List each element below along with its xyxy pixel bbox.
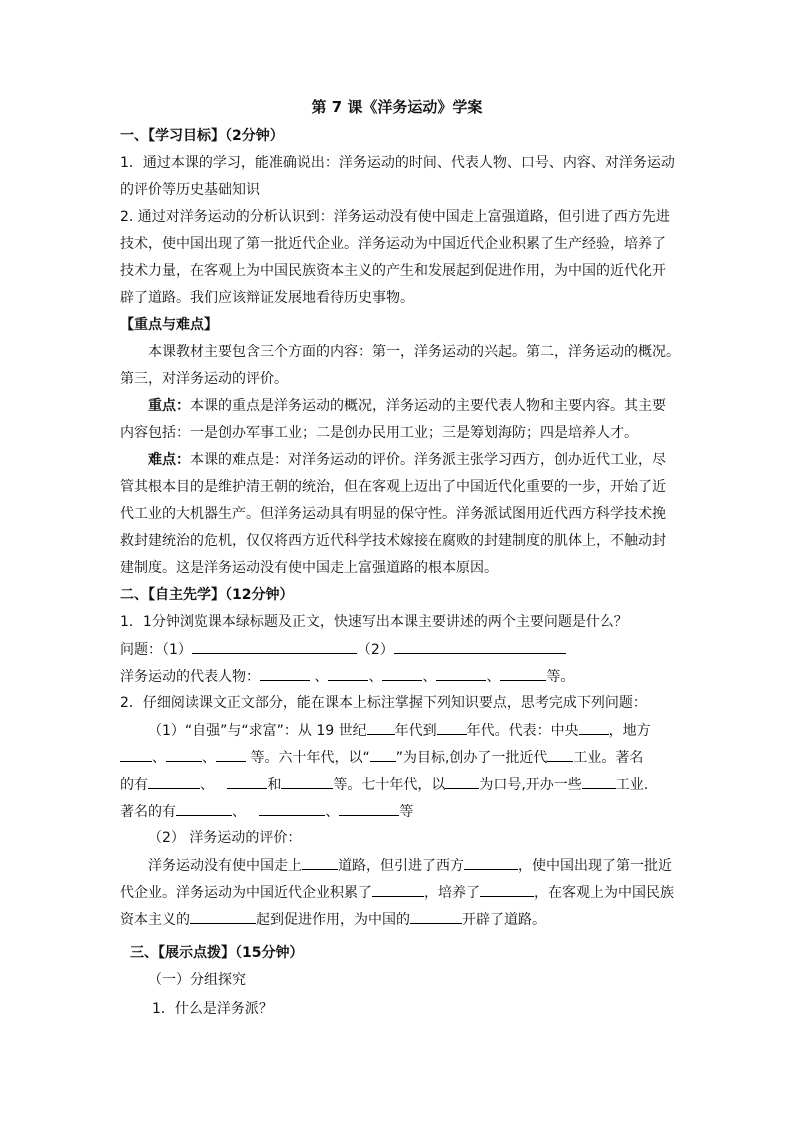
blank-experience[interactable]	[372, 882, 424, 897]
section-objectives-heading: 一、【学习目标】（2分钟）	[120, 128, 284, 144]
separator: 、	[486, 669, 501, 685]
etc-text: 等。	[546, 669, 575, 685]
section-presentation-heading: 三、【展示点拨】（15分钟）	[130, 945, 304, 961]
key-points-heading: 【重点与难点】	[120, 317, 218, 333]
fill-text: 年代。代表：中央	[466, 723, 579, 739]
separator: 、	[314, 669, 329, 685]
page-title: 第 7 课《洋务运动》学案	[311, 98, 483, 116]
focus-text: 本课的重点是洋务运动的概况，洋务运动的主要代表人物和主要内容。其主要	[190, 398, 666, 414]
fill-text: ，培养了	[424, 885, 480, 901]
blank-central-rep[interactable]	[579, 720, 609, 735]
blank-road[interactable]	[302, 855, 338, 870]
fill-text: 起到促进作用，为中国的	[256, 912, 410, 928]
objective-2-line-3: 技术力量，在客观上为中国民族资本主义的产生和发展起到促进作用，为中国的近代化开	[120, 263, 666, 279]
separator: 、	[368, 669, 383, 685]
difficulty-line-3: 代工业的大机器生产。但洋务运动具有明显的保守性。洋务派试图用近代西方科学技术挽	[120, 506, 666, 522]
fill-line-3	[120, 774, 680, 795]
difficulty-label: 难点：	[148, 452, 190, 468]
section-self-study-heading: 二、【自主先学】（12分钟）	[120, 587, 294, 603]
self-study-question-2: 2．仔细阅读课文正文部分，能在课本上标注掌握下列知识要点，思考完成下列问题：	[120, 695, 647, 711]
blank-problem-1[interactable]	[192, 639, 357, 654]
blank-local-rep-3[interactable]	[216, 747, 246, 762]
fill-text: 洋务运动没有使中国走上	[148, 858, 302, 874]
fill-text: 年代到	[394, 723, 437, 739]
fill-text: 工业。著名	[573, 750, 644, 766]
blank-rep-1[interactable]	[260, 666, 310, 681]
difficulty-text: 本课的难点是：对洋务运动的评价。洋务派主张学习西方，创办近代工业，尽	[190, 452, 666, 468]
problems-label-2: （2）	[356, 642, 394, 658]
fill-text: 等。七十年代，以	[333, 777, 446, 793]
blank-rep-2[interactable]	[328, 666, 368, 681]
focus-label: 重点：	[148, 398, 190, 414]
fill-line-4	[120, 801, 680, 822]
fill-line-1	[148, 720, 708, 741]
fill-text: 和	[267, 777, 282, 793]
objective-2-line-4: 辟了道路。我们应该辩证发展地看待历史事物。	[120, 290, 414, 306]
difficulty-line-1	[148, 450, 708, 470]
problems-line	[120, 639, 680, 660]
fill-text: 的有	[120, 777, 148, 793]
evaluation-line-1	[148, 855, 708, 876]
difficulty-line-5: 建制度。这是洋务运动没有使中国走上富强道路的根本原因。	[120, 560, 498, 576]
fill-text: 为口号,开办一些	[479, 777, 582, 793]
intro-line-2: 第三，对洋务运动的评价。	[120, 371, 288, 387]
fill-text: 资本主义的	[120, 912, 190, 928]
blank-rep-3[interactable]	[382, 666, 422, 681]
blank-decade-end[interactable]	[437, 720, 467, 735]
fill-text: （1）“自强”与“求富”：从 19 世纪	[148, 723, 367, 739]
fill-text: 道路，但引进了西方	[338, 858, 464, 874]
blank-local-rep-1[interactable]	[120, 747, 152, 762]
fill-text: 、	[152, 750, 166, 766]
fill-text: ，地方	[608, 723, 651, 739]
blank-civil-enterprise-2[interactable]	[259, 801, 325, 816]
blank-modernization[interactable]	[410, 909, 462, 924]
fill-text: ，在客观上为中国民族	[534, 885, 674, 901]
blank-enterprise-3[interactable]	[281, 774, 333, 789]
focus-line-1	[148, 396, 708, 416]
fill-text: 著名的有	[120, 804, 176, 820]
fill-text: 代企业。洋务运动为中国近代企业积累了	[120, 885, 372, 901]
blank-enterprise-2[interactable]	[227, 774, 267, 789]
intro-line-1: 本课教材主要包含三个方面的内容：第一，洋务运动的兴起。第二，洋务运动的概况。	[148, 344, 680, 360]
representatives-label: 洋务运动的代表人物：	[120, 669, 260, 685]
fill-text: 、	[232, 804, 246, 820]
self-study-question-1: 1．1分钟浏览课本绿标题及正文，快速写出本课主要讲述的两个主要问题是什么？	[120, 614, 628, 630]
objective-2-line-2: 技术，使中国出现了第一批近代企业。洋务运动为中国近代企业积累了生产经验，培养了	[120, 236, 666, 252]
fill-text: 工业.	[615, 777, 649, 793]
blank-civil-enterprise-3[interactable]	[339, 801, 399, 816]
blank-strength[interactable]	[480, 882, 534, 897]
blank-rep-4[interactable]	[436, 666, 486, 681]
fill-text: ”为目标,创办了一批近代	[395, 750, 548, 766]
blank-slogan-1[interactable]	[370, 747, 396, 762]
blank-industry-type-2[interactable]	[582, 774, 616, 789]
fill-text: 、	[325, 804, 340, 820]
fill-text: ，使中国出现了第一批近	[518, 858, 672, 874]
presentation-question-1: 1．什么是洋务派？	[152, 1001, 273, 1017]
blank-industry-type-1[interactable]	[547, 747, 573, 762]
fill-text: 等。六十年代，以“	[250, 750, 370, 766]
blank-development[interactable]	[190, 909, 256, 924]
fill-text: 等	[399, 804, 414, 820]
blank-problem-2[interactable]	[394, 639, 566, 654]
difficulty-line-2: 管其根本目的是维护清王朝的统治，但在客观上迈出了中国近代化重要的一步，开始了近	[120, 479, 666, 495]
fill-text: 、	[202, 750, 216, 766]
blank-rep-5[interactable]	[500, 666, 546, 681]
blank-decade-start[interactable]	[367, 720, 395, 735]
focus-line-2: 内容包括：一是创办军事工业；二是创办民用工业；三是筹划海防；四是培养人才。	[120, 425, 638, 441]
blank-slogan-2[interactable]	[445, 774, 479, 789]
evaluation-line-3	[120, 909, 680, 930]
problems-label: 问题：（1）	[120, 642, 192, 658]
fill-line-2	[120, 747, 680, 768]
fill-text: 开辟了道路。	[462, 912, 546, 928]
objective-1-line-2: 的评价等历史基础知识	[120, 182, 260, 198]
difficulty-line-4: 救封建统治的危机，仅仅将西方近代科学技术嫁接在腐败的封建制度的肌体上，不触动封	[120, 533, 666, 549]
blank-civil-enterprise-1[interactable]	[176, 801, 232, 816]
group-inquiry-label: （一）分组探究	[148, 972, 246, 988]
objective-1-line-1: 1．通过本课的学习，能准确说出：洋务运动的时间、代表人物、口号、内容、对洋务运动	[120, 155, 675, 171]
blank-western-tech[interactable]	[464, 855, 518, 870]
blank-local-rep-2[interactable]	[166, 747, 202, 762]
separator: 、	[422, 669, 437, 685]
fill-text: 、	[200, 777, 214, 793]
blank-enterprise-1[interactable]	[148, 774, 200, 789]
representatives-line	[120, 666, 680, 687]
evaluation-line-2	[120, 882, 680, 903]
objective-2-line-1: 2. 通过对洋务运动的分析认识到：洋务运动没有使中国走上富强道路，但引进了西方先进	[120, 209, 670, 225]
evaluation-label: （2） 洋务运动的评价：	[148, 830, 302, 846]
